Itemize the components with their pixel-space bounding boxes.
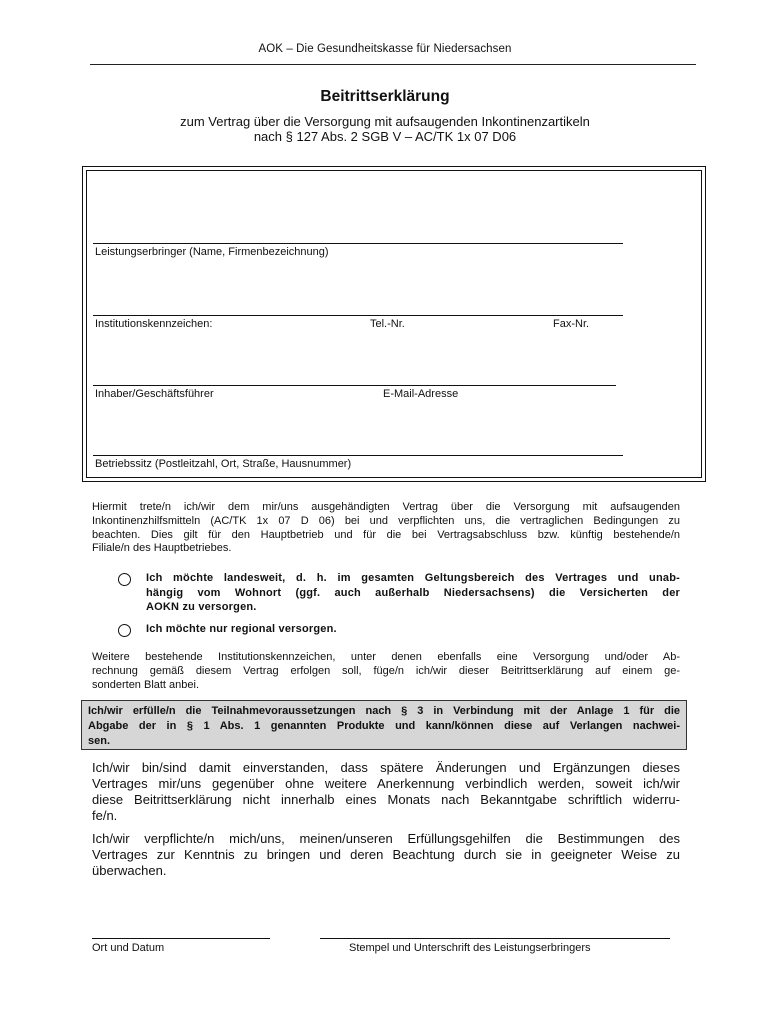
consent-paragraph: Ich/wir bin/sind damit einverstanden, dass spätere Änderungen und Ergänzungen dieses Vertrages mir/uns gegenüber ohne weitere Anerkennung verbindlich werden, soweit ich/wir diese Beitrittserklärung nicht innerhalb eines Monats nach Bekanntgabe schriftlich widerru- fe/n.: [92, 760, 680, 823]
tel-label: Tel.-Nr.: [370, 318, 405, 330]
address-line: [93, 455, 623, 456]
intro-paragraph: Hiermit trete/n ich/wir dem mir/uns ausgehändigten Vertrag über die Versorgung mit aufsaugenden Inkontinenzhilfsmitteln (AC/TK 1x 07 D 06) bei und verpflichten uns, die vertraglichen Bedingungen zu beachten. Dies gilt für den Hauptbetrieb und für die bei Vertragsabschluss bzw. künftig bestehende/n Filiale/n des Hauptbetriebes.: [92, 501, 680, 555]
regional-radio[interactable]: [118, 624, 131, 637]
subtitle-line-1: zum Vertrag über die Versorgung mit aufsaugenden Inkontinenzartikeln: [180, 114, 590, 129]
provider-name-line: [93, 243, 623, 244]
stamp-signature-label: Stempel und Unterschrift des Leistungserbringers: [349, 942, 591, 954]
place-date-label: Ort und Datum: [92, 942, 165, 954]
obligation-paragraph: Ich/wir verpflichte/n mich/uns, meinen/unseren Erfüllungsgehilfen die Bestimmungen des Vertrages zur Kenntnis zu bringen und deren Beachtung durch sie in geeigneter Weise zu überwachen.: [92, 831, 680, 878]
nationwide-radio[interactable]: [118, 573, 131, 586]
document-subtitle: [0, 114, 770, 144]
document-header: AOK – Die Gesundheitskasse für Niedersachsen: [258, 43, 512, 55]
additional-ik-paragraph: Weitere bestehende Institutionskennzeichen, unter denen ebenfalls eine Versorgung und/oder Ab- rechnung gemäß diesem Vertrag erfolgen soll, füge/n ich/wir dieser Beitrittserklärung auf einem ge- sonderten Blatt anbei.: [92, 651, 680, 691]
ik-tel-fax-line: [93, 315, 623, 316]
ik-label: Institutionskennzeichen:: [95, 318, 213, 330]
address-label: Betriebssitz (Postleitzahl, Ort, Straße, Hausnummer): [95, 458, 352, 470]
option-nationwide-label: Ich möchte landesweit, d. h. im gesamten Geltungsbereich des Vertrages und unab- hängig vom Wohnort (ggf. auch außerhalb Niedersachsens) die Versicherten der AOKN zu versorgen.: [146, 572, 680, 613]
email-label: E-Mail-Adresse: [383, 388, 459, 400]
fax-label: Fax-Nr.: [553, 318, 590, 330]
header-divider: [90, 64, 696, 65]
option-regional-label: Ich möchte nur regional versorgen.: [146, 623, 337, 635]
stamp-signature-line[interactable]: [320, 938, 670, 939]
place-date-line[interactable]: [92, 938, 270, 939]
provider-name-label: Leistungserbringer (Name, Firmenbezeichnung): [95, 246, 329, 258]
owner-email-line: [93, 385, 616, 386]
owner-label: Inhaber/Geschäftsführer: [95, 388, 214, 400]
document-title: Beitrittserklärung: [320, 88, 450, 105]
requirements-notice: Ich/wir erfülle/n die Teilnahmevoraussetzungen nach § 3 in Verbindung mit der Anlage 1 für die Abgabe der in § 1 Abs. 1 genannten Produkte und kann/können diese auf Verlangen nachwei- sen.: [81, 700, 687, 750]
provider-details-box: [82, 166, 706, 482]
subtitle-line-2: nach § 127 Abs. 2 SGB V – AC/TK 1x 07 D06: [253, 129, 517, 144]
